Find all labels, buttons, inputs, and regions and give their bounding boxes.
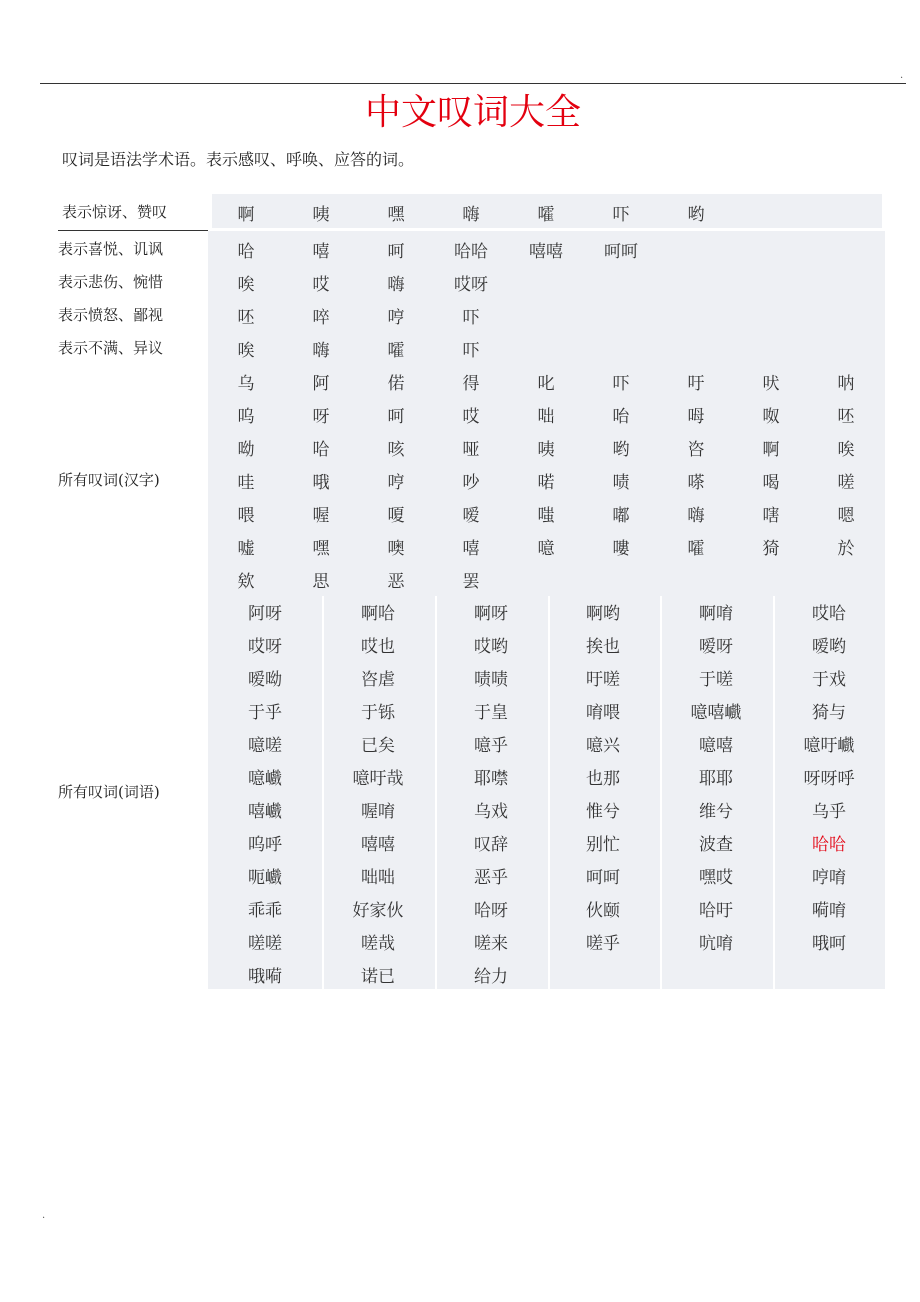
word-cell: 呃巇 [248,868,282,888]
char-cell: 哼 [387,473,405,493]
char-cell: 哟 [612,440,630,460]
char-cell: 吵 [462,473,480,493]
word-cell: 别忙 [586,835,620,855]
category-word: 啊 [237,205,255,225]
char-cell: 呜 [237,407,255,427]
category-label-sorrow: 表示悲伤、惋惜 [58,273,164,291]
category-word: 呵呵 [604,242,638,262]
char-cell: 乌 [237,374,255,394]
page-title: 中文叹词大全 [364,92,581,133]
char-cell: 呀 [312,407,330,427]
char-cell: 噢 [387,539,405,559]
char-cell: 咳 [387,440,405,460]
char-cell: 嗯 [837,506,855,526]
bottom-corner-mark: . [42,1210,46,1221]
category-word: 吓 [612,205,630,225]
word-cell: 噫嘻 [699,736,733,756]
word-cell: 维兮 [699,802,733,822]
header-rule [40,83,906,84]
category-word: 哈 [237,242,255,262]
intro-text: 叹词是语法学术语。表示感叹、呼唤、应答的词。 [62,150,415,169]
word-cell: 噫嘻巇 [690,703,742,723]
word-cell: 猗与 [812,703,846,723]
word-cell: 吭唷 [699,934,733,954]
category-word: 呵 [387,242,405,262]
word-cell: 哦嗬 [248,967,282,987]
char-cell: 阿 [312,374,330,394]
char-cell: 嗳 [462,506,480,526]
word-cell: 啊哈 [361,604,395,624]
char-cell: 啧 [612,473,630,493]
category-word: 哼 [387,308,405,328]
column-separator [435,596,437,989]
char-cell: 嘟 [612,506,630,526]
word-cell: 啊唷 [699,604,733,624]
word-cell: 喔唷 [361,802,395,822]
char-cell: 喏 [537,473,555,493]
word-cell: 啊呀 [474,604,508,624]
word-cell: 已矣 [361,736,395,756]
char-cell: 偌 [387,374,405,394]
char-cell: 嗨 [687,506,705,526]
column-separator [773,596,775,989]
category-label-discontent: 表示不满、异议 [58,339,164,357]
category-word: 嘿 [387,205,405,225]
word-cell: 哎哟 [474,637,508,657]
char-cell: 嚯 [687,539,705,559]
word-cell: 噫吁巇 [803,736,855,756]
word-cell: 噫巇 [248,769,282,789]
category-label-joy: 表示喜悦、讥讽 [58,240,164,258]
char-cell: 吠 [762,374,780,394]
word-cell: 嘻巇 [248,802,282,822]
word-cell: 哎哈 [812,604,846,624]
word-cell: 嗬唷 [812,901,846,921]
category-word: 吓 [462,308,480,328]
char-cell: 嘿 [312,539,330,559]
category-word: 嘻 [312,242,330,262]
word-cell: 于戏 [812,670,846,690]
word-cell: 嗟嗟 [248,934,282,954]
char-cell: 罢 [462,572,480,592]
all-words-label: 所有叹词(词语) [58,783,160,801]
char-cell: 咨 [687,440,705,460]
word-cell: 哎呀 [248,637,282,657]
category-word: 唉 [237,275,255,295]
category-word: 哈哈 [454,242,488,262]
word-cell: 咄咄 [361,868,395,888]
column-separator [548,596,550,989]
char-cell: 思 [312,572,330,592]
word-cell: 哎也 [361,637,395,657]
char-cell: 嘍 [612,539,630,559]
word-cell: 噫乎 [474,736,508,756]
word-cell: 恶乎 [474,868,508,888]
char-cell: 恶 [387,572,405,592]
char-cell: 嗏 [687,473,705,493]
word-cell: 嘻嘻 [361,835,395,855]
char-cell: 呣 [687,407,705,427]
char-cell: 呸 [837,407,855,427]
category-word: 咦 [312,205,330,225]
char-cell: 呵 [387,407,405,427]
word-cell: 噫兴 [586,736,620,756]
word-cell: 嗳呦 [248,670,282,690]
word-cell: 嘿哎 [699,868,733,888]
word-cell: 哼唷 [812,868,846,888]
word-cell: 也那 [586,769,620,789]
word-cell: 噫嗟 [248,736,282,756]
char-cell: 呐 [837,374,855,394]
word-cell: 啊哟 [586,604,620,624]
char-cell: 啊 [762,440,780,460]
char-cell: 哑 [462,440,480,460]
word-cell: 惟兮 [586,802,620,822]
category-divider [58,230,208,231]
word-cell: 好家伙 [352,901,404,921]
char-cell: 咄 [537,407,555,427]
char-cell: 哈 [312,440,330,460]
word-cell: 哈吁 [699,901,733,921]
category-word: 嗨 [462,205,480,225]
char-cell: 叱 [537,374,555,394]
category-word: 哎 [312,275,330,295]
category-word: 哎呀 [454,275,488,295]
char-cell: 吁 [687,374,705,394]
char-cell: 嗤 [537,506,555,526]
word-cell: 呀呀呼 [803,769,855,789]
word-cell: 咨虐 [361,670,395,690]
word-cell: 嗟来 [474,934,508,954]
category-word: 唉 [237,341,255,361]
category-label-surprise: 表示惊讶、赞叹 [62,203,168,221]
char-cell: 呶 [762,407,780,427]
char-cell: 猗 [762,539,780,559]
word-cell: 于铄 [361,703,395,723]
char-cell: 嗄 [387,506,405,526]
word-cell: 嗳哟 [812,637,846,657]
category-word: 嗨 [387,275,405,295]
char-cell: 咍 [612,407,630,427]
word-cell: 嗟哉 [361,934,395,954]
word-cell: 呜呼 [248,835,282,855]
word-cell: 哈呀 [474,901,508,921]
word-cell: 乌戏 [474,802,508,822]
top-corner-mark: . [900,70,904,81]
category-label-anger: 表示愤怒、鄙视 [58,306,164,324]
char-cell: 嘘 [237,539,255,559]
char-cell: 喂 [237,506,255,526]
char-cell: 唉 [837,440,855,460]
char-cell: 哎 [462,407,480,427]
word-cell: 耶噤 [474,769,508,789]
word-cell: 呵呵 [586,868,620,888]
char-cell: 哇 [237,473,255,493]
word-cell: 乖乖 [248,901,282,921]
char-cell: 得 [462,374,480,394]
all-chars-label: 所有叹词(汉字) [58,471,160,489]
category-word: 哟 [687,205,705,225]
char-cell: 呦 [237,440,255,460]
column-separator [660,596,662,989]
char-cell: 喝 [762,473,780,493]
word-cell: 波查 [699,835,733,855]
char-cell: 於 [837,539,855,559]
word-cell: 嗳呀 [699,637,733,657]
word-cell: 挨也 [586,637,620,657]
char-cell: 哦 [312,473,330,493]
word-cell: 噫吁哉 [352,769,404,789]
word-cell: 嗟乎 [586,934,620,954]
word-cell: 乌乎 [812,802,846,822]
word-cell: 诺已 [361,967,395,987]
column-separator [322,596,324,989]
word-cell: 给力 [474,967,508,987]
word-cell: 伙颐 [586,901,620,921]
char-cell: 噫 [537,539,555,559]
word-cell: 啧啧 [474,670,508,690]
category-word: 嚯 [387,341,405,361]
word-cell: 于乎 [248,703,282,723]
highlighted-word-cell: 哈哈 [812,835,846,855]
category-word: 吓 [462,341,480,361]
category-word: 啐 [312,308,330,328]
char-cell: 嗐 [762,506,780,526]
word-cell: 阿呀 [248,604,282,624]
word-cell: 唷喂 [586,703,620,723]
word-cell: 于皇 [474,703,508,723]
word-cell: 叹辞 [474,835,508,855]
category-word: 嗨 [312,341,330,361]
char-cell: 咦 [537,440,555,460]
word-cell: 于嗟 [699,670,733,690]
category-word: 呸 [237,308,255,328]
char-cell: 欸 [237,572,255,592]
char-cell: 喔 [312,506,330,526]
char-cell: 吓 [612,374,630,394]
word-cell: 吁嗟 [586,670,620,690]
category-word: 嚯 [537,205,555,225]
word-cell: 耶耶 [699,769,733,789]
char-cell: 嗟 [837,473,855,493]
word-cell: 哦呵 [812,934,846,954]
char-cell: 嘻 [462,539,480,559]
category-word: 嘻嘻 [529,242,563,262]
